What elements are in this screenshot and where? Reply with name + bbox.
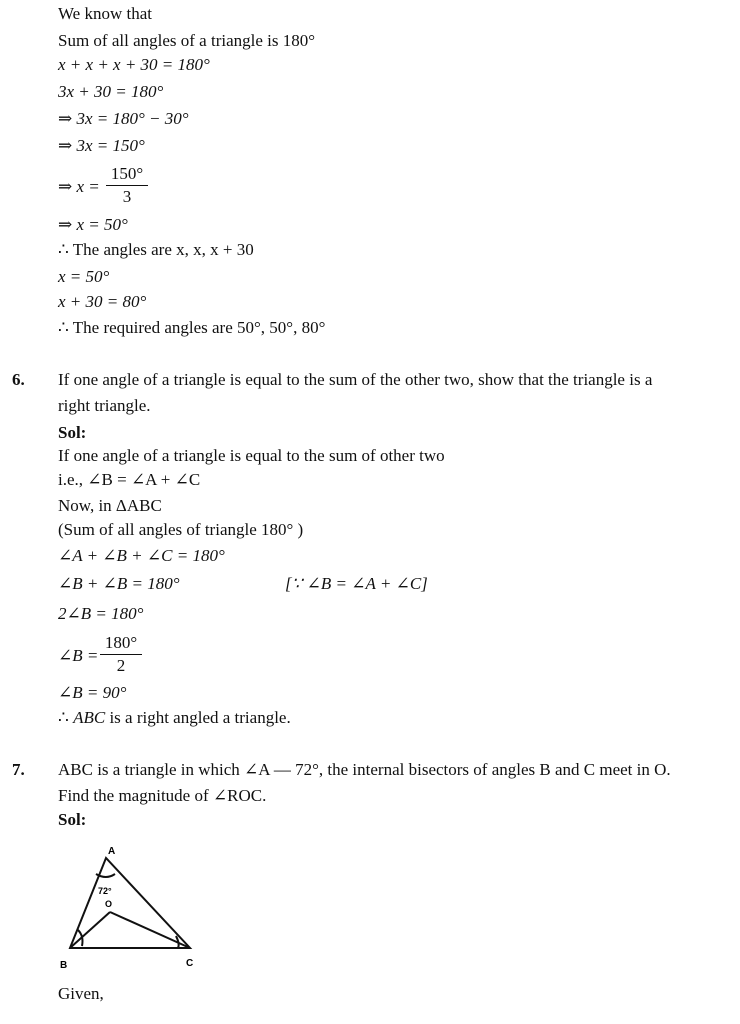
equation-step: x + x + x + 30 = 180° — [58, 55, 210, 74]
sol-label: Sol: — [58, 423, 87, 442]
question-text: Find the magnitude of ∠ROC. — [58, 786, 267, 805]
question-text: If one angle of a triangle is equal to the sum of the other two, show that the triangle is a — [58, 370, 653, 389]
solution-line: If one angle of a triangle is equal to the sum of other two — [58, 446, 445, 465]
fraction-denominator: 3 — [122, 187, 132, 206]
triangle-name: ABC — [73, 708, 106, 727]
question-number: 6. — [12, 370, 25, 389]
fraction — [100, 633, 142, 676]
therefore-symbol: ∴ — [58, 708, 74, 727]
conclusion-line: ∴ The angles are x, x, x + 30 — [58, 240, 254, 259]
equation-step: ∠B = 90° — [58, 683, 127, 702]
fraction-denominator: 2 — [116, 656, 126, 675]
equation-step: x = 50° — [58, 267, 110, 286]
vertex-label-a: A — [108, 846, 116, 857]
vertex-label-c: C — [186, 958, 194, 969]
equation-step: ∠A + ∠B + ∠C = 180° — [58, 546, 225, 565]
solution-line: (Sum of all angles of triangle 180° ) — [58, 520, 304, 539]
text-we-know-that: We know that — [58, 4, 152, 23]
equation-step: ∠B + ∠B = 180° — [58, 574, 180, 593]
reason-bracket: [∵ ∠B = ∠A + ∠C] — [285, 574, 428, 593]
equation-step-fraction-lhs: ∠B = — [58, 646, 99, 665]
equation-step: x + 30 = 80° — [58, 292, 147, 311]
vertex-label-b: B — [60, 960, 68, 971]
text-angle-sum-fact: Sum of all angles of a triangle is 180° — [58, 31, 316, 50]
question-number: 7. — [12, 760, 25, 779]
equation-step: ⇒ x = 50° — [58, 215, 128, 234]
equation-step-fraction-lhs: ⇒ x = — [58, 177, 100, 196]
equation-step: 3x + 30 = 180° — [58, 82, 164, 101]
question-text: ABC is a triangle in which ∠A — 72°, the internal bisectors of angles B and C meet in O. — [58, 760, 671, 779]
equation-step: 2∠B = 180° — [58, 604, 144, 623]
fraction-bar — [100, 654, 142, 655]
given-label: Given, — [58, 984, 104, 1003]
conclusion-line — [58, 708, 291, 728]
angle-label-72: 72° — [98, 886, 112, 896]
solution-line: i.e., ∠B = ∠A + ∠C — [58, 470, 201, 489]
point-label-o: O — [105, 899, 113, 909]
solution-line: Now, in ΔABC — [58, 496, 162, 515]
angle-arc-a — [96, 874, 115, 877]
question-text: right triangle. — [58, 396, 151, 415]
bisector-b — [70, 912, 110, 948]
triangle-figure — [58, 840, 208, 975]
conclusion-text: is a right angled a triangle. — [105, 708, 291, 727]
fraction-numerator: 180° — [104, 633, 138, 652]
equation-step: ⇒ 3x = 180° − 30° — [58, 109, 189, 128]
fraction — [106, 164, 148, 207]
triangle-abc — [70, 858, 190, 948]
fraction-numerator: 150° — [110, 164, 144, 183]
conclusion-line: ∴ The required angles are 50°, 50°, 80° — [58, 318, 326, 337]
sol-label: Sol: — [58, 810, 87, 829]
equation-step: ⇒ 3x = 150° — [58, 136, 145, 155]
fraction-bar — [106, 185, 148, 186]
